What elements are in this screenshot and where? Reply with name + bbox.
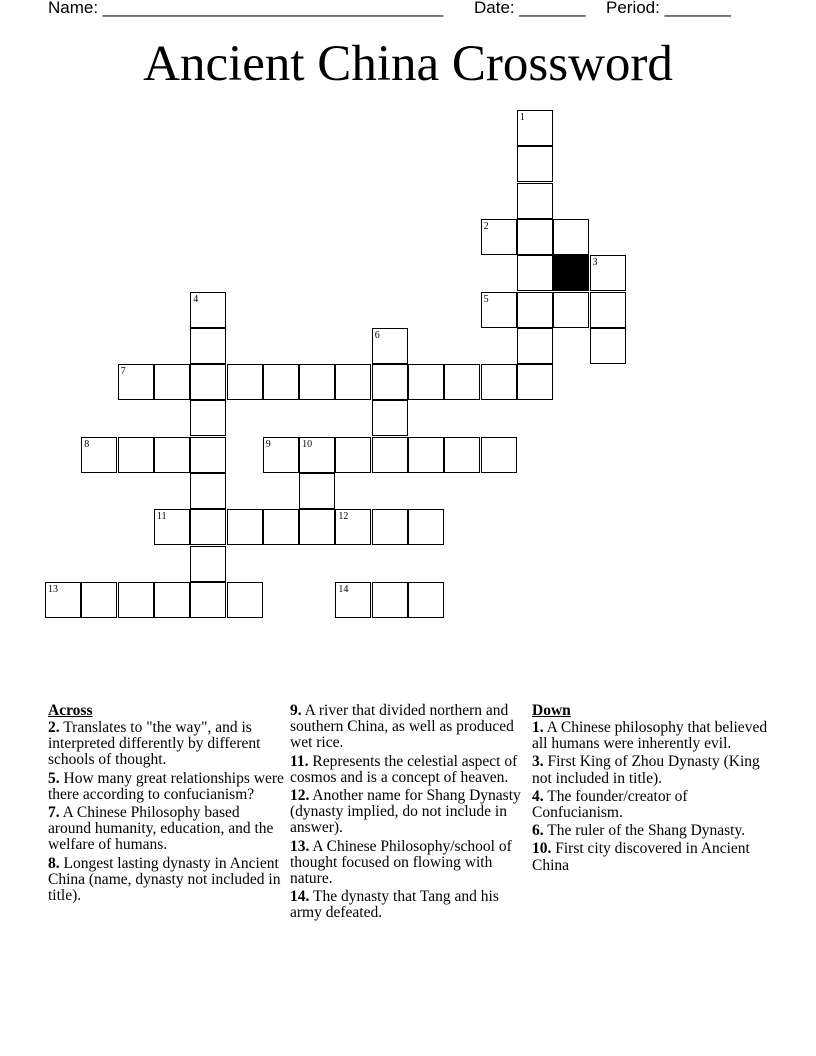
clue-text: The dynasty that Tang and his army defeated. bbox=[290, 888, 499, 922]
grid-cell[interactable] bbox=[263, 437, 299, 473]
clue-item bbox=[48, 720, 284, 769]
grid-cell[interactable] bbox=[154, 509, 190, 545]
grid-cell[interactable] bbox=[154, 364, 190, 400]
clue-item bbox=[48, 856, 284, 905]
clue-item bbox=[532, 823, 768, 839]
grid-cell[interactable] bbox=[408, 437, 444, 473]
clue-text: Translates to "the way", and is interpreted differently by different schools of thought. bbox=[48, 719, 261, 769]
grid-cell[interactable] bbox=[481, 292, 517, 328]
clue-item bbox=[48, 771, 284, 803]
across-clues-column bbox=[48, 702, 284, 906]
grid-cell[interactable] bbox=[372, 328, 408, 364]
grid-cell[interactable] bbox=[372, 364, 408, 400]
clue-text: A Chinese Philosophy based around humanity, education, and the welfare of humans. bbox=[48, 804, 274, 854]
grid-cell[interactable] bbox=[517, 183, 553, 219]
across-heading: Across bbox=[48, 702, 93, 719]
grid-cell[interactable] bbox=[372, 437, 408, 473]
black-cell bbox=[553, 255, 589, 291]
grid-cell[interactable] bbox=[517, 219, 553, 255]
grid-cell[interactable] bbox=[517, 110, 553, 146]
clue-number-label: 14. bbox=[290, 888, 310, 906]
grid-cell[interactable] bbox=[190, 437, 226, 473]
clue-item bbox=[290, 839, 526, 888]
down-clues-column bbox=[532, 702, 768, 876]
grid-cell[interactable] bbox=[517, 255, 553, 291]
clue-item bbox=[532, 789, 768, 821]
grid-cell[interactable] bbox=[408, 364, 444, 400]
clue-number: 12 bbox=[338, 511, 349, 523]
grid-cell[interactable] bbox=[372, 582, 408, 618]
grid-cell[interactable] bbox=[372, 400, 408, 436]
clue-text: Represents the celestial aspect of cosmos and is a concept of heaven. bbox=[290, 752, 518, 786]
grid-cell[interactable] bbox=[408, 582, 444, 618]
grid-cell[interactable] bbox=[227, 364, 263, 400]
clue-number-label: 13. bbox=[290, 837, 310, 855]
clue-number: 14 bbox=[338, 583, 349, 595]
clue-number-label: 10. bbox=[532, 840, 552, 858]
grid-cell[interactable] bbox=[481, 364, 517, 400]
clue-text: How many great relationships were there according to confucianism? bbox=[48, 769, 284, 803]
clue-text: The founder/creator of Confucianism. bbox=[532, 787, 688, 822]
clue-item bbox=[290, 788, 526, 837]
grid-cell[interactable] bbox=[190, 292, 226, 328]
grid-cell[interactable] bbox=[227, 509, 263, 545]
clue-number-label: 5. bbox=[48, 769, 60, 787]
clue-text: A Chinese Philosophy/school of thought focused on flowing with nature. bbox=[290, 837, 512, 888]
clue-text: Longest lasting dynasty in Ancient China (name, dynasty not included in title). bbox=[48, 854, 281, 905]
clue-number-label: 6. bbox=[532, 822, 544, 840]
clue-number-label: 7. bbox=[48, 804, 60, 822]
name-field[interactable]: Name: ____________________________________ bbox=[48, 0, 444, 17]
grid-cell[interactable] bbox=[408, 509, 444, 545]
grid-cell[interactable] bbox=[590, 292, 626, 328]
grid-cell[interactable] bbox=[190, 328, 226, 364]
grid-cell[interactable] bbox=[444, 364, 480, 400]
grid-cell[interactable] bbox=[118, 364, 154, 400]
grid-cell[interactable] bbox=[299, 509, 335, 545]
grid-cell[interactable] bbox=[481, 219, 517, 255]
grid-cell[interactable] bbox=[118, 437, 154, 473]
clue-number: 3 bbox=[592, 257, 598, 269]
grid-cell[interactable] bbox=[553, 292, 589, 328]
grid-cell[interactable] bbox=[517, 364, 553, 400]
clue-number-label: 4. bbox=[532, 787, 544, 805]
clue-item bbox=[290, 754, 526, 786]
clue-number: 8 bbox=[84, 438, 90, 450]
clue-item bbox=[48, 805, 284, 854]
grid-cell[interactable] bbox=[553, 219, 589, 255]
grid-cell[interactable] bbox=[517, 292, 553, 328]
grid-cell[interactable] bbox=[335, 437, 371, 473]
clue-number: 2 bbox=[483, 220, 489, 232]
clue-item bbox=[290, 703, 526, 752]
clue-number: 7 bbox=[120, 366, 126, 378]
grid-cell[interactable] bbox=[481, 437, 517, 473]
grid-cell[interactable] bbox=[81, 582, 117, 618]
grid-cell[interactable] bbox=[299, 473, 335, 509]
grid-cell[interactable] bbox=[590, 328, 626, 364]
date-field[interactable]: Date: _______ bbox=[474, 0, 586, 17]
grid-cell[interactable] bbox=[299, 437, 335, 473]
down-heading: Down bbox=[532, 702, 571, 719]
clue-item bbox=[532, 841, 768, 873]
grid-cell[interactable] bbox=[190, 582, 226, 618]
clue-text: The ruler of the Shang Dynasty. bbox=[547, 822, 746, 840]
grid-cell[interactable] bbox=[154, 582, 190, 618]
clue-text: A river that divided northern and southern China, as well as produced wet rice. bbox=[290, 702, 514, 752]
grid-cell[interactable] bbox=[299, 364, 335, 400]
clue-text: First city discovered in Ancient China bbox=[532, 840, 750, 874]
clue-number-label: 3. bbox=[532, 753, 544, 771]
clue-number-label: 12. bbox=[290, 787, 310, 805]
clue-number: 1 bbox=[519, 112, 525, 123]
clue-number-label: 11. bbox=[290, 752, 309, 770]
clue-number-label: 1. bbox=[532, 719, 544, 736]
grid-cell[interactable] bbox=[118, 582, 154, 618]
clue-number: 13 bbox=[48, 583, 58, 595]
period-field[interactable]: Period: _______ bbox=[606, 0, 731, 17]
grid-cell[interactable] bbox=[190, 509, 226, 545]
grid-cell[interactable] bbox=[263, 364, 299, 400]
clue-text: A Chinese philosophy that believed all humans were inherently evil. bbox=[532, 719, 768, 753]
clue-item bbox=[290, 889, 526, 921]
clue-number: 11 bbox=[156, 511, 167, 523]
grid-cell[interactable] bbox=[81, 437, 117, 473]
grid-cell[interactable] bbox=[190, 400, 226, 436]
clue-number: 5 bbox=[483, 293, 489, 305]
clue-item bbox=[532, 720, 768, 752]
clue-number: 4 bbox=[193, 293, 199, 305]
grid-cell[interactable] bbox=[190, 364, 226, 400]
grid-cell[interactable] bbox=[190, 473, 226, 509]
grid-cell[interactable] bbox=[517, 146, 553, 182]
grid-cell[interactable] bbox=[372, 509, 408, 545]
across-clues-column-2 bbox=[290, 702, 526, 924]
grid-cell[interactable] bbox=[517, 328, 553, 364]
grid-cell[interactable] bbox=[590, 255, 626, 291]
grid-cell[interactable] bbox=[335, 509, 371, 545]
clue-number-label: 8. bbox=[48, 854, 60, 872]
clue-number: 6 bbox=[374, 329, 380, 341]
grid-cell[interactable] bbox=[45, 582, 81, 618]
clue-item bbox=[532, 754, 768, 786]
grid-cell[interactable] bbox=[227, 582, 263, 618]
grid-cell[interactable] bbox=[263, 509, 299, 545]
grid-cell[interactable] bbox=[335, 582, 371, 618]
grid-cell[interactable] bbox=[335, 364, 371, 400]
clue-number-label: 2. bbox=[48, 719, 60, 736]
clue-number: 9 bbox=[265, 438, 271, 450]
grid-cell[interactable] bbox=[444, 437, 480, 473]
clue-text: Another name for Shang Dynasty (dynasty implied, do not include in answer). bbox=[290, 787, 521, 837]
grid-cell[interactable] bbox=[154, 437, 190, 473]
clue-number-label: 9. bbox=[290, 702, 302, 719]
page-title: Ancient China Crossword bbox=[143, 36, 673, 92]
clue-number: 10 bbox=[302, 438, 313, 450]
clue-text: First King of Zhou Dynasty (King not included in title). bbox=[532, 753, 760, 787]
grid-cell[interactable] bbox=[190, 546, 226, 582]
